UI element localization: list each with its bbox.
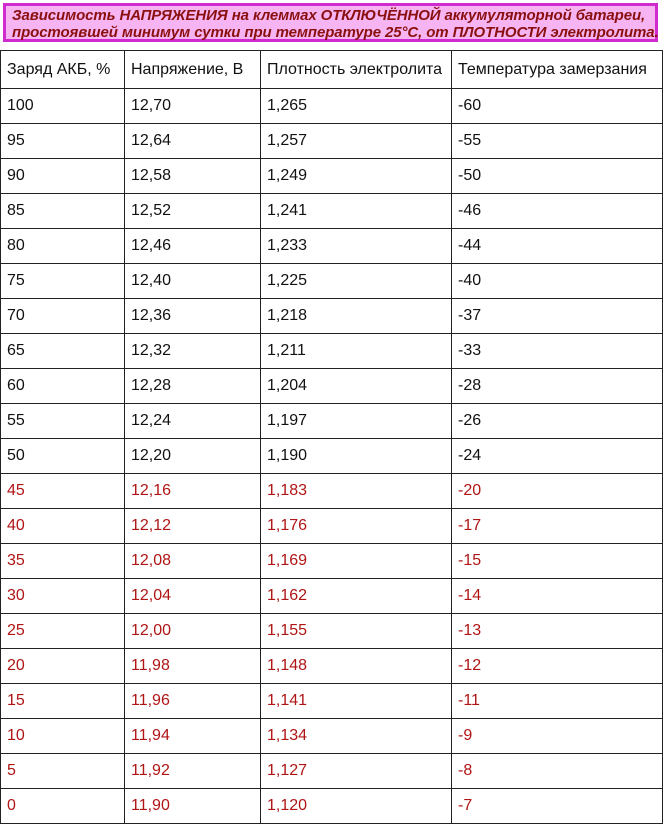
cell-voltage: 11,92: [125, 754, 261, 789]
cell-charge: 15: [1, 684, 125, 719]
table-row-low-charge: [1, 509, 663, 544]
cell-freezing-temperature: -44: [452, 229, 663, 264]
cell-charge: 55: [1, 404, 125, 439]
cell-freezing-temperature: -33: [452, 334, 663, 369]
cell-voltage: 12,08: [125, 544, 261, 579]
cell-freezing-temperature: -60: [452, 89, 663, 124]
table-row-low-charge: [1, 754, 663, 789]
cell-freezing-temperature: -13: [452, 614, 663, 649]
title-banner: [3, 3, 658, 42]
cell-freezing-temperature: -37: [452, 299, 663, 334]
cell-voltage: 12,58: [125, 159, 261, 194]
cell-voltage: 12,16: [125, 474, 261, 509]
cell-voltage: 11,94: [125, 719, 261, 754]
cell-freezing-temperature: -9: [452, 719, 663, 754]
cell-density: 1,241: [261, 194, 452, 229]
cell-density: 1,141: [261, 684, 452, 719]
cell-density: 1,155: [261, 614, 452, 649]
cell-voltage: 12,46: [125, 229, 261, 264]
table-row-low-charge: [1, 614, 663, 649]
cell-density: 1,265: [261, 89, 452, 124]
cell-freezing-temperature: -20: [452, 474, 663, 509]
cell-voltage: 12,24: [125, 404, 261, 439]
cell-voltage: 12,28: [125, 369, 261, 404]
header-density: Плотность электролита: [261, 51, 452, 89]
cell-density: 1,162: [261, 579, 452, 614]
cell-charge: 20: [1, 649, 125, 684]
table-row: [1, 439, 663, 474]
cell-voltage: 12,12: [125, 509, 261, 544]
cell-charge: 50: [1, 439, 125, 474]
table-row: [1, 89, 663, 124]
cell-density: 1,148: [261, 649, 452, 684]
cell-charge: 35: [1, 544, 125, 579]
cell-density: 1,183: [261, 474, 452, 509]
cell-density: 1,249: [261, 159, 452, 194]
cell-charge: 40: [1, 509, 125, 544]
table-row-low-charge: [1, 719, 663, 754]
cell-charge: 100: [1, 89, 125, 124]
cell-density: 1,134: [261, 719, 452, 754]
cell-voltage: 12,20: [125, 439, 261, 474]
cell-freezing-temperature: -12: [452, 649, 663, 684]
cell-freezing-temperature: -15: [452, 544, 663, 579]
cell-density: 1,225: [261, 264, 452, 299]
cell-density: 1,190: [261, 439, 452, 474]
cell-voltage: 12,64: [125, 124, 261, 159]
cell-charge: 25: [1, 614, 125, 649]
cell-voltage: 12,36: [125, 299, 261, 334]
cell-voltage: 12,70: [125, 89, 261, 124]
cell-freezing-temperature: -26: [452, 404, 663, 439]
cell-charge: 80: [1, 229, 125, 264]
cell-charge: 45: [1, 474, 125, 509]
header-charge: Заряд АКБ, %: [1, 51, 125, 89]
table-row: [1, 334, 663, 369]
cell-freezing-temperature: -7: [452, 789, 663, 824]
table-row-low-charge: [1, 544, 663, 579]
table-row: [1, 159, 663, 194]
cell-voltage: 11,96: [125, 684, 261, 719]
cell-density: 1,197: [261, 404, 452, 439]
cell-charge: 90: [1, 159, 125, 194]
table-row: [1, 229, 663, 264]
battery-table: [0, 50, 663, 824]
cell-freezing-temperature: -55: [452, 124, 663, 159]
table-row: [1, 404, 663, 439]
table-row: [1, 124, 663, 159]
header-voltage: Напряжение, В: [125, 51, 261, 89]
cell-density: 1,120: [261, 789, 452, 824]
table-row: [1, 264, 663, 299]
cell-freezing-temperature: -46: [452, 194, 663, 229]
cell-density: 1,233: [261, 229, 452, 264]
cell-voltage: 11,90: [125, 789, 261, 824]
cell-freezing-temperature: -40: [452, 264, 663, 299]
table-row: [1, 369, 663, 404]
cell-charge: 60: [1, 369, 125, 404]
cell-freezing-temperature: -24: [452, 439, 663, 474]
cell-density: 1,169: [261, 544, 452, 579]
cell-voltage: 12,04: [125, 579, 261, 614]
header-row: [1, 51, 663, 89]
cell-charge: 85: [1, 194, 125, 229]
cell-freezing-temperature: -28: [452, 369, 663, 404]
cell-charge: 65: [1, 334, 125, 369]
cell-charge: 30: [1, 579, 125, 614]
cell-charge: 95: [1, 124, 125, 159]
table-row: [1, 194, 663, 229]
header-freezing-temperature: Температура замерзания: [452, 51, 663, 89]
table-row-low-charge: [1, 789, 663, 824]
cell-charge: 70: [1, 299, 125, 334]
cell-density: 1,127: [261, 754, 452, 789]
table-row-low-charge: [1, 649, 663, 684]
cell-freezing-temperature: -17: [452, 509, 663, 544]
cell-density: 1,211: [261, 334, 452, 369]
cell-density: 1,204: [261, 369, 452, 404]
cell-density: 1,218: [261, 299, 452, 334]
table-row-low-charge: [1, 579, 663, 614]
cell-voltage: 12,00: [125, 614, 261, 649]
cell-density: 1,176: [261, 509, 452, 544]
table-row: [1, 299, 663, 334]
cell-freezing-temperature: -11: [452, 684, 663, 719]
cell-voltage: 11,98: [125, 649, 261, 684]
title-line-2: простоявшей минимум сутки при температуре 25°С, от ПЛОТНОСТИ электролита.: [12, 24, 659, 41]
table-row-low-charge: [1, 684, 663, 719]
cell-density: 1,257: [261, 124, 452, 159]
table-row-low-charge: [1, 474, 663, 509]
cell-freezing-temperature: -8: [452, 754, 663, 789]
cell-charge: 10: [1, 719, 125, 754]
title-line-1: Зависимость НАПРЯЖЕНИЯ на клеммах ОТКЛЮЧЁННОЙ аккумуляторной батареи,: [12, 7, 646, 24]
cell-voltage: 12,40: [125, 264, 261, 299]
cell-voltage: 12,32: [125, 334, 261, 369]
cell-freezing-temperature: -50: [452, 159, 663, 194]
cell-voltage: 12,52: [125, 194, 261, 229]
cell-charge: 5: [1, 754, 125, 789]
cell-charge: 0: [1, 789, 125, 824]
cell-freezing-temperature: -14: [452, 579, 663, 614]
cell-charge: 75: [1, 264, 125, 299]
